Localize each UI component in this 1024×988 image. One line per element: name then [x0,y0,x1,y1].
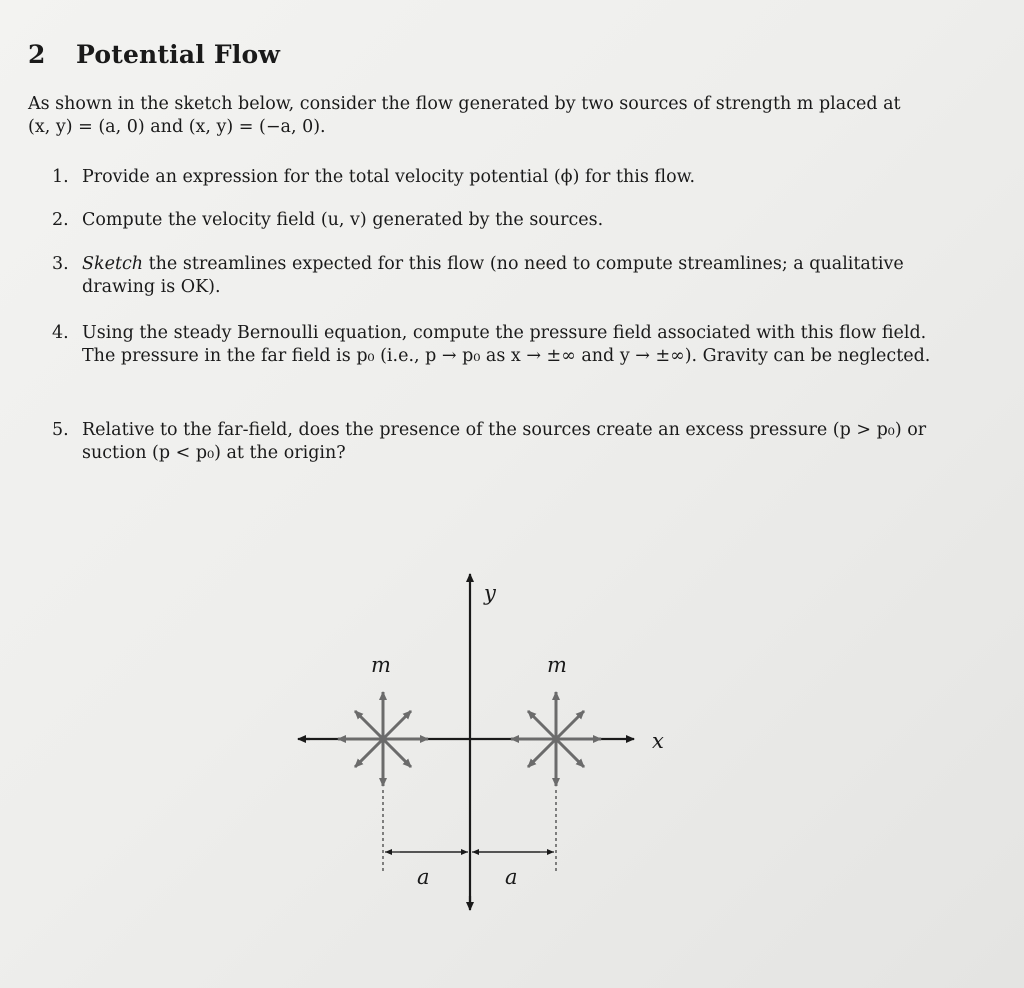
intro-line-2: (x, y) = (a, 0) and (x, y) = (−a, 0). [28,117,326,137]
section-number: 2 [28,40,46,69]
right-source-label: m [547,653,567,677]
section-title: Potential Flow [76,40,281,69]
question-number: 4. [52,323,69,343]
question-text: Relative to the far-field, does the presence of the sources create an excess pressure (p > p₀) or suction (p < p₀) at the origin? [82,420,927,463]
right-source-icon [511,692,601,786]
question-text: Using the steady Bernoulli equation, compute the pressure field associated with this flow field. The pressure in the far field is p₀ (i.e., p → p₀ as x → ±∞ and y → ±∞). Gravity can be neglected. [82,323,931,366]
question-text: the streamlines expected for this flow (no need to compute streamlines; a qualitative drawing is OK). [82,254,904,297]
question-number: 2. [52,210,69,230]
question-number: 3. [52,254,69,274]
x-axis-label: x [652,729,664,753]
left-distance-label: a [417,865,430,889]
question-emphasis: Sketch [82,254,144,274]
intro-line-1: As shown in the sketch below, consider the flow generated by two sources of strength m placed at [28,94,901,114]
right-distance-label: a [505,865,518,889]
question-text: Compute the velocity field (u, v) generated by the sources. [82,210,604,230]
left-source-label: m [371,653,391,677]
question-number: 1. [52,167,69,187]
y-axis-label: y [484,581,496,605]
question-number: 5. [52,420,69,440]
question-text: Provide an expression for the total velocity potential (ϕ) for this flow. [82,167,696,187]
left-source-icon [338,692,428,786]
